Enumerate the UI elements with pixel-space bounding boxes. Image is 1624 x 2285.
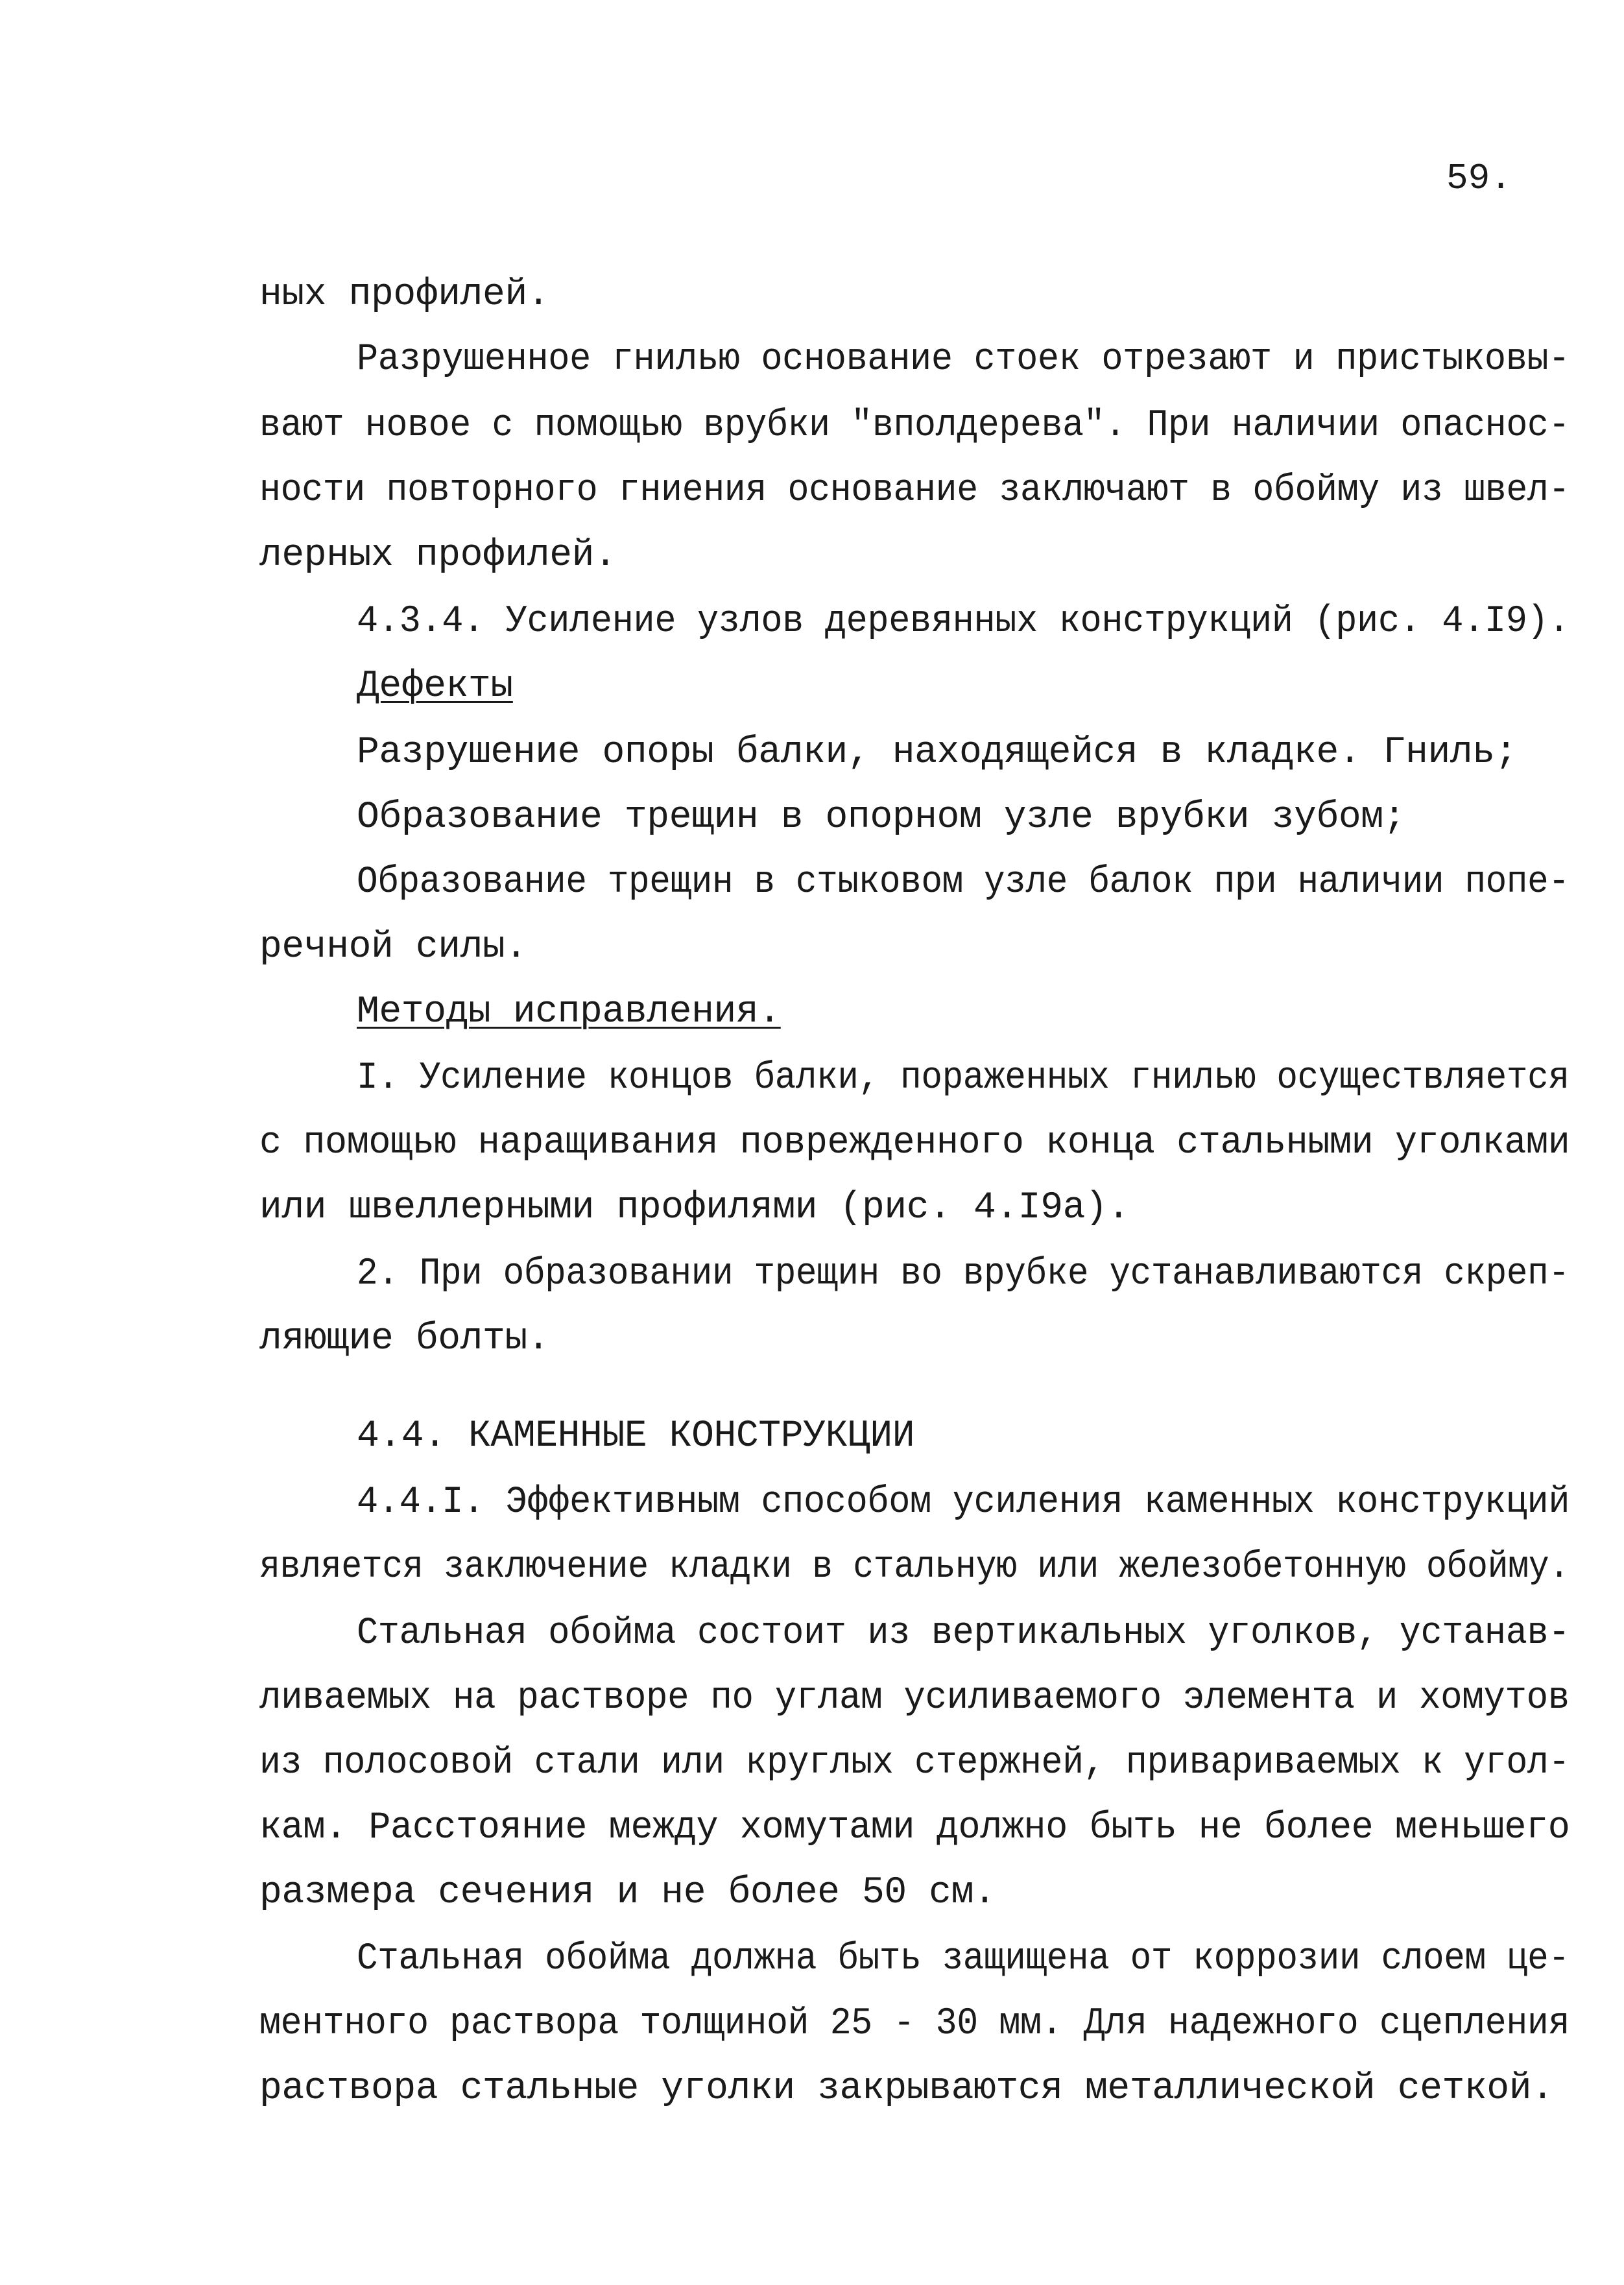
paragraph-line: 2. При образовании трещин во врубке устанавливаются скреп- [357,1253,1570,1295]
text-line: ных профилей. [259,274,550,316]
text-line: размера сечения и не более 50 см. [259,1872,996,1914]
text-line: ливаемых на растворе по углам усиливаемого элемента и хомутов [259,1677,1570,1719]
subheading-defects: Дефекты [357,665,513,708]
section-heading: 4.3.4. Усиление узлов деревянных конструкций (рис. 4.I9). [357,601,1570,643]
text-line: ности повторного гниения основание заключают в обойму из швел- [259,470,1570,512]
page-number: 59. [1446,158,1512,199]
paragraph-line: Стальная обойма состоит из вертикальных уголков, устанав- [357,1612,1570,1655]
paragraph-line: I. Усиление концов балки, пораженных гнилью осуществляется [357,1057,1570,1099]
paragraph-line: 4.4.I. Эффективным способом усиления каменных конструкций [357,1481,1570,1524]
text-line: кам. Расстояние между хомутами должно быть не более меньшего [259,1807,1570,1849]
text-line: или швеллерными профилями (рис. 4.I9а). [259,1187,1130,1229]
text-line: ляющие болты. [259,1318,550,1360]
list-item: Образование трещин в опорном узле врубки зубом; [357,796,1406,839]
section-heading: 4.4. КАМЕННЫЕ КОНСТРУКЦИИ [357,1415,915,1457]
subheading-methods: Методы исправления. [357,991,781,1033]
paragraph-line: Разрушенное гнилью основание стоек отрезают и пристыковы- [357,339,1570,381]
paragraph-line: Стальная обойма должна быть защищена от коррозии слоем це- [357,1938,1570,1980]
list-item: Разрушение опоры балки, находящейся в кладке. Гниль; [357,732,1518,774]
text-line: является заключение кладки в стальную или железобетонную обойму. [259,1546,1570,1588]
text-line: раствора стальные уголки закрываются металлической сеткой. [259,2068,1554,2110]
list-item: Образование трещин в стыковом узле балок при наличии попе- [357,861,1570,903]
text-line: с помощью наращивания поврежденного конца стальными уголками [259,1122,1570,1164]
text-line: вают новое с помощью врубки "вполдерева". При наличии опаснос- [259,405,1570,447]
text-line: лерных профилей. [259,534,617,577]
text-line: ментного раствора толщиной 25 - 30 мм. Для надежного сцепления [259,2003,1570,2045]
text-line: речной силы. [259,926,527,968]
text-line: из полосовой стали или круглых стержней, привариваемых к угол- [259,1742,1570,1784]
